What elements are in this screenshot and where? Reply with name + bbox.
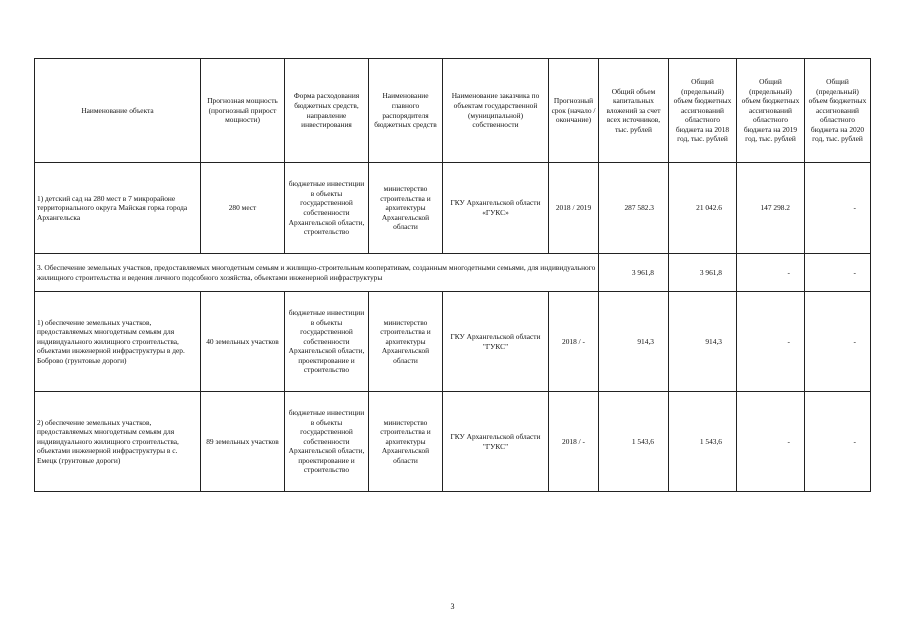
cell-form: бюджетные инвестиции в объекты государственной собственности Архангельской области, строительство (285, 163, 369, 254)
cell-term: 2018 / - (549, 392, 599, 492)
cell-2018: 1 543,6 (669, 392, 737, 492)
header-distributor: Наименование главного распорядителя бюджетных средств (369, 59, 443, 163)
header-2018: Общий (предельный) объем бюджетных ассигнований областного бюджета на 2018 год, тыс. рублей (669, 59, 737, 163)
cell-2020: - (805, 392, 871, 492)
cell-term: 2018 / - (549, 292, 599, 392)
cell-2019: - (737, 254, 805, 292)
cell-2018: 3 961,8 (669, 254, 737, 292)
cell-total: 1 543,6 (599, 392, 669, 492)
table-row (35, 392, 871, 492)
header-object-name: Наименование объекта (35, 59, 201, 163)
cell-total: 914,3 (599, 292, 669, 392)
header-capacity: Прогнозная мощность (прогнозный прирост мощности) (201, 59, 285, 163)
cell-total: 3 961,8 (599, 254, 669, 292)
cell-2020: - (805, 163, 871, 254)
cell-distributor: министерство строительства и архитектуры Архангельской области (369, 163, 443, 254)
table-row (35, 163, 871, 254)
cell-name: 1) детский сад на 280 мест в 7 микрорайоне территориального округа Майская горка города Архангельска (35, 163, 201, 254)
header-term: Прогнозный срок (начало / окончание) (549, 59, 599, 163)
cell-2019: - (737, 292, 805, 392)
investment-table (34, 58, 871, 492)
cell-2019: - (737, 392, 805, 492)
cell-customer: ГКУ Архангельской области "ГУКС" (443, 392, 549, 492)
header-total: Общий объем капитальных вложений за счет всех источников, тыс. рублей (599, 59, 669, 163)
cell-2018: 914,3 (669, 292, 737, 392)
header-2020: Общий (предельный) объем бюджетных ассигнований областного бюджета на 2020 год, тыс. рублей (805, 59, 871, 163)
table-header-row (35, 59, 871, 163)
cell-customer: ГКУ Архангельской области "ГУКС" (443, 292, 549, 392)
section-title: 3. Обеспечение земельных участков, предоставляемых многодетным семьям и жилищно-строительным кооперативам, созданным многодетными семьями, для индивидуального жилищного строительства и ведения личного подсобного хозяйства, объектами инженерной инфраструктуры (35, 254, 599, 292)
header-2019: Общий (предельный) объем бюджетных ассигнований областного бюджета на 2019 год, тыс. рублей (737, 59, 805, 163)
cell-distributor: министерство строительства и архитектуры Архангельской области (369, 292, 443, 392)
cell-form: бюджетные инвестиции в объекты государственной собственности Архангельской области, проектирование и строительство (285, 392, 369, 492)
header-customer: Наименование заказчика по объектам государственной (муниципальной) собственности (443, 59, 549, 163)
cell-2019: 147 298.2 (737, 163, 805, 254)
cell-name: 2) обеспечение земельных участков, предоставляемых многодетным семьям для индивидуального жилищного строительства, объектами инженерной инфраструктуры в с. Емецк (грунтовые дороги) (35, 392, 201, 492)
header-form: Форма расходования бюджетных средств, направление инвестирования (285, 59, 369, 163)
cell-2020: - (805, 292, 871, 392)
cell-capacity: 280 мест (201, 163, 285, 254)
cell-term: 2018 / 2019 (549, 163, 599, 254)
cell-capacity: 40 земельных участков (201, 292, 285, 392)
cell-customer: ГКУ Архангельской области «ГУКС» (443, 163, 549, 254)
page-number: 3 (450, 602, 455, 611)
table-row (35, 292, 871, 392)
cell-form: бюджетные инвестиции в объекты государственной собственности Архангельской области, проектирование и строительство (285, 292, 369, 392)
cell-capacity: 89 земельных участков (201, 392, 285, 492)
cell-distributor: министерство строительства и архитектуры Архангельской области (369, 392, 443, 492)
cell-total: 287 582.3 (599, 163, 669, 254)
section-row (35, 254, 871, 292)
cell-name: 1) обеспечение земельных участков, предоставляемых многодетным семьям для индивидуального жилищного строительства, объектами инженерной инфраструктуры в дер. Боброво (грунтовые дороги) (35, 292, 201, 392)
cell-2018: 21 042.6 (669, 163, 737, 254)
cell-2020: - (805, 254, 871, 292)
